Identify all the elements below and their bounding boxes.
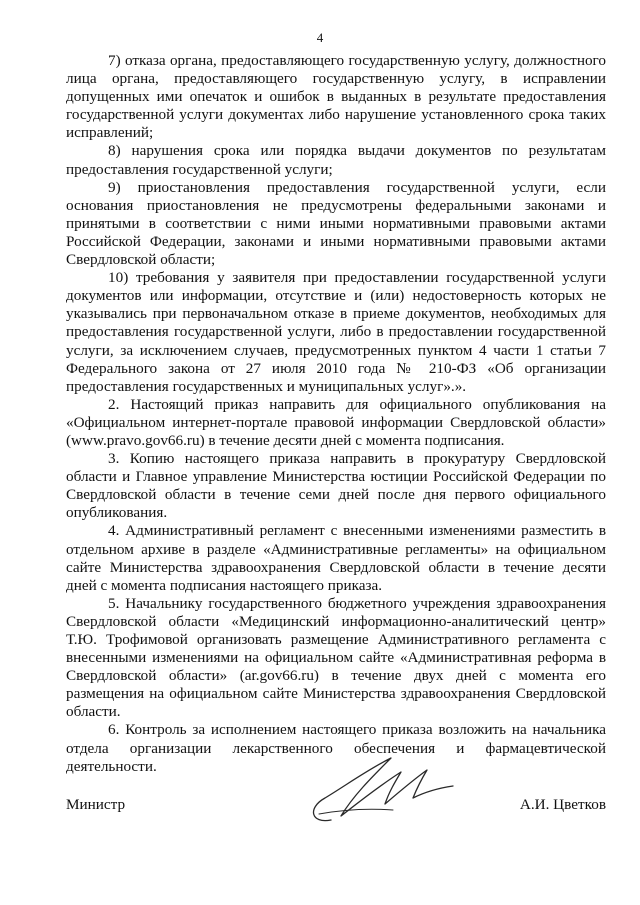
paragraph-point-6: 6. Контроль за исполнением настоящего приказа возложить на начальника отдела организации лекарственного обеспечения и фармацевтической деятельности. [66,721,606,775]
paragraph-item-7: 7) отказа органа, предоставляющего государственную услугу, должностного лица органа, предоставляющего государственную услугу, в исправлении допущенных ими опечаток и ошибок в выданных в результате предоставления государственной услуги документах либо нарушение установленного срока таких исправлений; [66,52,606,142]
paragraph-point-2: 2. Настоящий приказ направить для официального опубликования на «Официальном интернет-портале правовой информации Свердловской области» (www.pravo.gov66.ru) в течение десяти дней с момента подписания. [66,395,606,449]
paragraph-item-9: 9) приостановления предоставления государственной услуги, если основания приостановления не предусмотрены федеральными законами и принятыми в соответствии с ними иными нормативными правовыми актами Российской Федерации, законами и иными нормативными правовыми актами Свердловской области; [66,178,606,269]
signatory-name: А.И. Цветков [519,796,606,813]
paragraph-point-4: 4. Административный регламент с внесенными изменениями разместить в отдельном архиве в разделе «Административные регламенты» на официальном сайте Министерства здравоохранения Свердловской области в течение десяти дней с момента подписания настоящего приказа. [66,522,606,594]
paragraph-point-5: 5. Начальнику государственного бюджетного учреждения здравоохранения Свердловской области «Медицинский информационно-аналитический центр» Т.Ю. Трофимовой организовать размещение Административного регламента с внесенными изменениями на официальном сайте «Административная реформа в Свердловской области» (ar.gov66.ru) в течение двух дней с момента его размещения на официальном сайте Министерства здравоохранения Свердловской области. [66,594,606,721]
page-number: 4 [316,30,324,45]
document-body [66,52,606,776]
handwritten-signature [301,752,461,832]
signature-block [66,752,606,832]
signatory-position: Министр [66,796,126,813]
paragraph-item-10: 10) требования у заявителя при предоставлении государственной услуги документов или информации, отсутствие и (или) недостоверность которых не указывались при первоначальном отказе в приеме документов, необходимых для предоставления государственной услуги, либо в предоставлении государственной услуги, за исключением случаев, предусмотренных пунктом 4 части 1 статьи 7 Федерального закона от 27 июля 2010 года № 210-ФЗ «Об организации предоставления государственных и муниципальных услуг».». [66,269,606,395]
paragraph-point-3: 3. Копию настоящего приказа направить в прокуратуру Свердловской области и Главное управление Министерства юстиции Российской Федерации по Свердловской области в течение семи дней после дня первого официального опубликования. [66,450,606,522]
paragraph-item-8: 8) нарушения срока или порядка выдачи документов по результатам предоставления государственной услуги; [66,142,606,178]
